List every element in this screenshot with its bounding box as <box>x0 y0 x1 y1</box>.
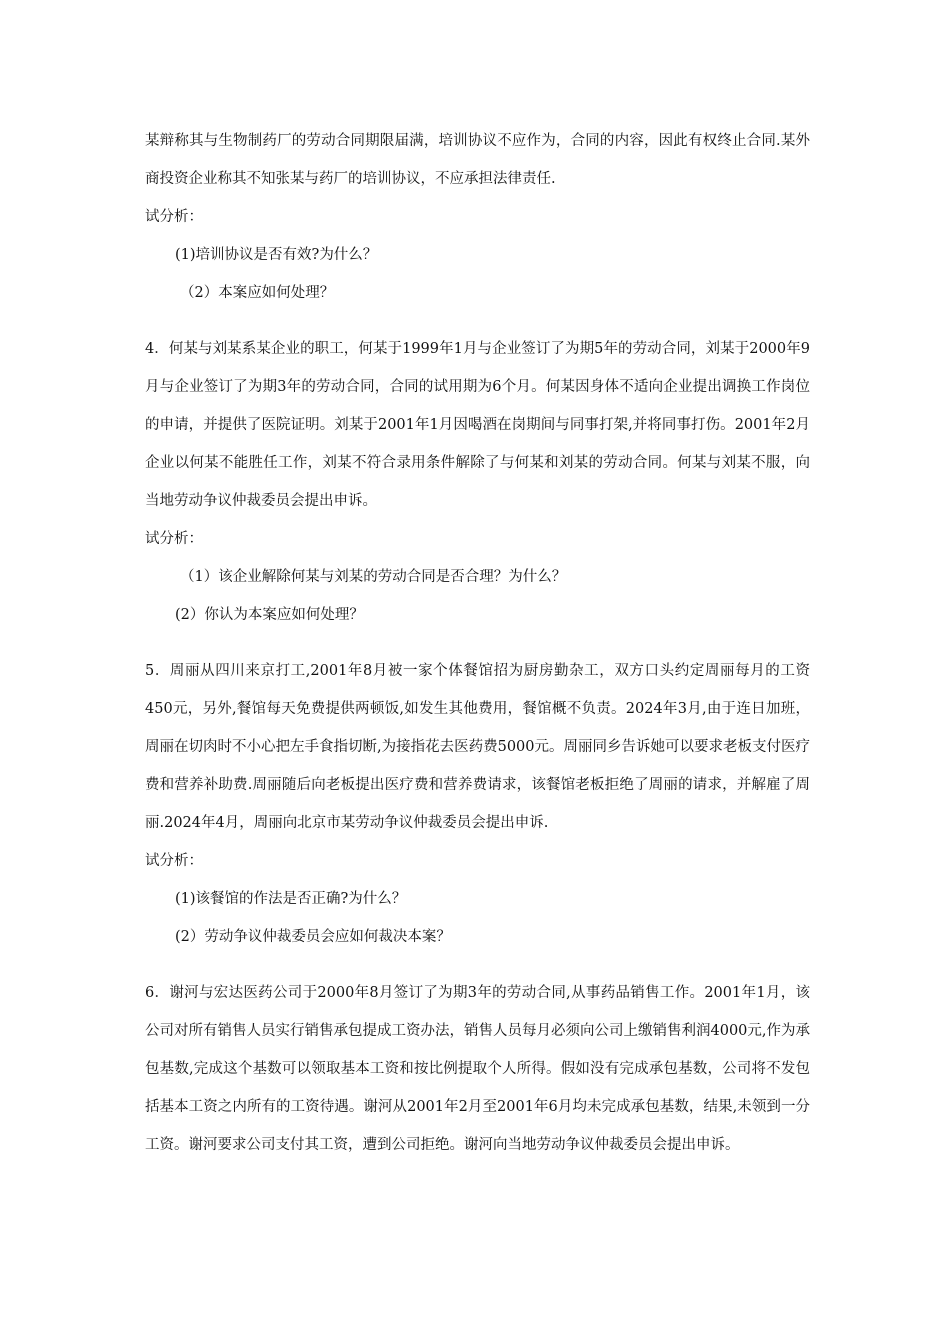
analysis-label: 试分析： <box>145 531 203 547</box>
question-item: (2）劳动争议仲裁委员会应如何裁决本案？ <box>175 929 451 945</box>
document-body <box>145 122 810 1164</box>
question-item: （1）该企业解除何某与刘某的劳动合同是否合理？为什么？ <box>180 569 567 585</box>
spacer <box>145 956 810 974</box>
paragraph-case-4: 4．何某与刘某系某企业的职工，何某于1999年1月与企业签订了为期5年的劳动合同，刘某于2000年9月与企业签订了为期3年的劳动合同，合同的试用期为6个月。何某因身体不适向企业提出调换工作岗位的申请，并提供了医院证明。刘某于2001年1月因喝酒在岗期间与同事打架,并将同事打伤。2001年2月企业以何某不能胜任工作，刘某不符合录用条件解除了与何某和刘某的劳动合同。何某与刘某不服，向当地劳动争议仲裁委员会提出申诉。 <box>145 341 810 509</box>
spacer <box>145 312 810 330</box>
analysis-label: 试分析： <box>145 209 203 225</box>
question-item: (2）你认为本案应如何处理？ <box>175 607 364 623</box>
paragraph-case-6: 6．谢河与宏达医药公司于2000年8月签订了为期3年的劳动合同,从事药品销售工作。2001年1月，该公司对所有销售人员实行销售承包提成工资办法，销售人员每月必须向公司上缴销售利润4000元,作为承包基数,完成这个基数可以领取基本工资和按比例提取个人所得。假如没有完成承包基数，公司将不发包括基本工资之内所有的工资待遇。谢河从2001年2月至2001年6月均未完成承包基数，结果,未领到一分工资。谢河要求公司支付其工资，遭到公司拒绝。谢河向当地劳动争议仲裁委员会提出申诉。 <box>145 985 811 1153</box>
question-item: （2）本案应如何处理？ <box>180 285 335 301</box>
question-item: (1)该餐馆的作法是否正确?为什么？ <box>175 891 407 907</box>
paragraph-case-3-continued: 某辩称其与生物制药厂的劳动合同期限届满，培训协议不应作为，合同的内容，因此有权终止合同.某外商投资企业称其不知张某与药厂的培训协议，不应承担法律责任. <box>145 133 810 187</box>
question-item: (1)培训协议是否有效?为什么？ <box>175 247 378 263</box>
spacer <box>145 634 810 652</box>
analysis-label: 试分析： <box>145 853 203 869</box>
paragraph-case-5: 5．周丽从四川来京打工,2001年8月被一家个体餐馆招为厨房勤杂工，双方口头约定周丽每月的工资450元，另外,餐馆每天免费提供两顿饭,如发生其他费用，餐馆概不负责。2024年3月,由于连日加班，周丽在切肉时不小心把左手食指切断,为接指花去医药费5000元。周丽同乡告诉她可以要求老板支付医疗费和营养补助费.周丽随后向老板提出医疗费和营养费请求，该餐馆老板拒绝了周丽的请求，并解雇了周丽.2024年4月，周丽向北京市某劳动争议仲裁委员会提出申诉. <box>145 663 811 831</box>
